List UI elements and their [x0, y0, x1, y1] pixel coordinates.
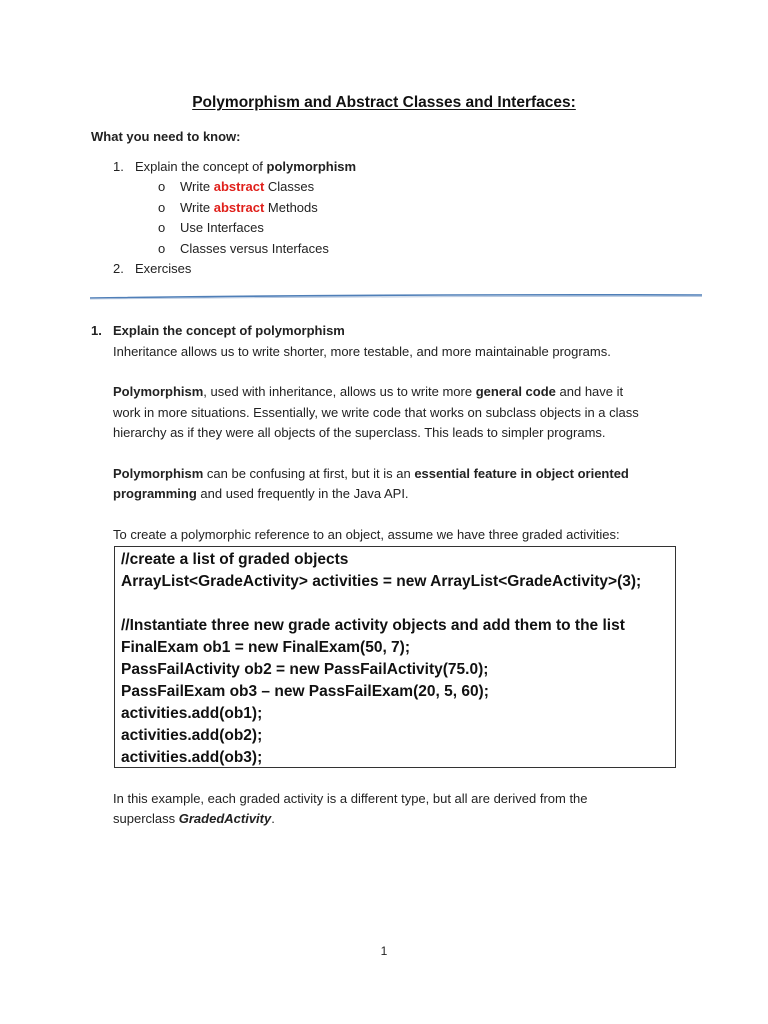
- paragraph-3-line-2: programming and used frequently in the Java API.: [113, 486, 409, 501]
- bullet-icon: o: [158, 220, 166, 235]
- bullet-icon: o: [158, 200, 166, 215]
- paragraph-3-line-1: Polymorphism can be confusing at first, but it is an essential feature in object oriented: [113, 466, 629, 481]
- code-line: PassFailExam ob3 – new PassFailExam(20, 5, 60);: [121, 683, 489, 700]
- page-number: 1: [380, 944, 388, 958]
- paragraph-2-line-1: Polymorphism, used with inheritance, allows us to write more general code and have it: [113, 384, 624, 399]
- code-block: [114, 546, 676, 768]
- paragraph-2-line-3: hierarchy as if they were all objects of the superclass. This leads to simpler programs.: [113, 425, 606, 440]
- toc-sub-item-1: o Write abstract Classes: [158, 177, 314, 198]
- code-line: PassFailActivity ob2 = new PassFailActivity(75.0);: [121, 661, 489, 678]
- code-line: activities.add(ob1);: [121, 705, 263, 722]
- list-number: 1.: [113, 159, 124, 174]
- toc-item-2: 2. Exercises: [113, 259, 191, 280]
- toc-item-1: 1. Explain the concept of polymorphism: [113, 157, 356, 178]
- code-line: //Instantiate three new grade activity objects and add them to the list: [121, 617, 625, 634]
- paragraph-5-line-1: In this example, each graded activity is a different type, but all are derived from the: [113, 791, 588, 806]
- toc-sub-item-2: o Write abstract Methods: [158, 198, 318, 219]
- bullet-icon: o: [158, 241, 166, 256]
- list-number: 2.: [113, 261, 124, 276]
- section-divider: [90, 292, 702, 300]
- paragraph-5-line-2: superclass GradedActivity.: [113, 811, 275, 826]
- code-line: [121, 593, 675, 615]
- code-line: FinalExam ob1 = new FinalExam(50, 7);: [121, 639, 410, 656]
- paragraph-1: Inheritance allows us to write shorter, more testable, and more maintainable programs.: [113, 344, 611, 359]
- paragraph-4: To create a polymorphic reference to an object, assume we have three graded activities:: [113, 527, 620, 542]
- paragraph-2-line-2: work in more situations. Essentially, we write code that works on subclass objects in a class: [113, 405, 639, 420]
- code-line: activities.add(ob3);: [121, 749, 263, 766]
- toc-sub-item-3: o Use Interfaces: [158, 218, 264, 239]
- intro-heading: What you need to know:: [91, 129, 241, 144]
- section-heading: 1. Explain the concept of polymorphism: [91, 323, 345, 338]
- code-line: ArrayList<GradeActivity> activities = new ArrayList<GradeActivity>(3);: [121, 573, 642, 590]
- code-line: activities.add(ob2);: [121, 727, 263, 744]
- toc-sub-item-4: o Classes versus Interfaces: [158, 239, 329, 260]
- bullet-icon: o: [158, 179, 166, 194]
- code-line: //create a list of graded objects: [121, 551, 349, 568]
- page-title: Polymorphism and Abstract Classes and Interfaces:: [192, 94, 576, 111]
